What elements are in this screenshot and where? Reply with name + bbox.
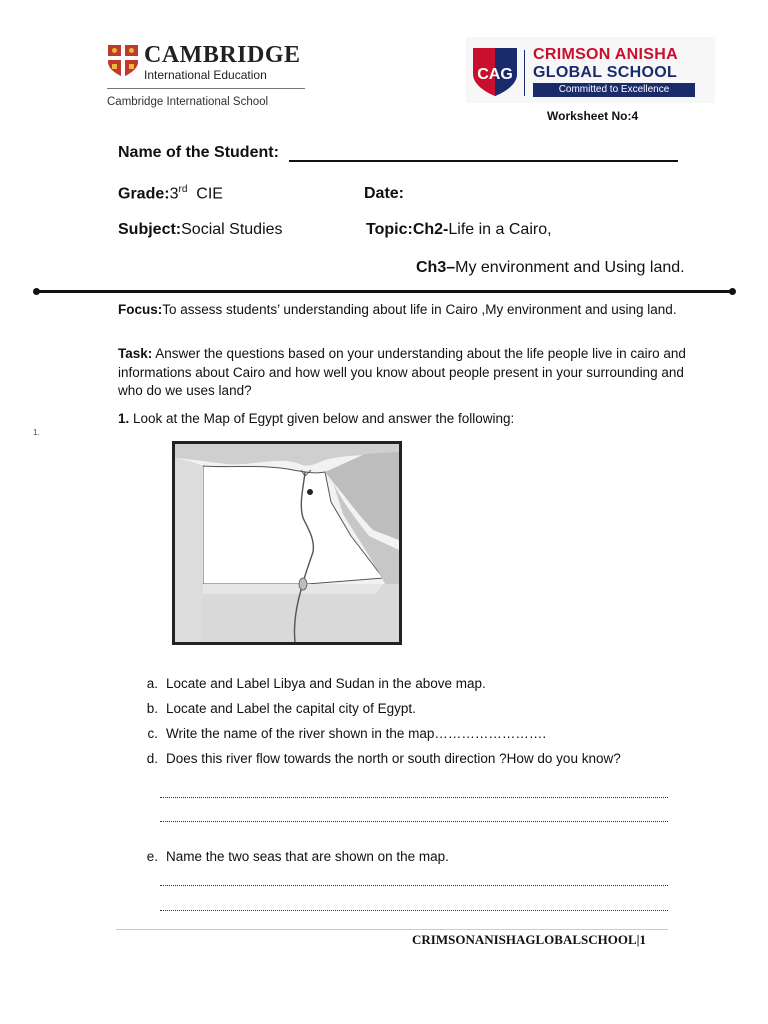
grade-field [118,184,223,203]
grade-label: Grade: [118,185,170,203]
question-item-e [136,849,449,864]
focus-text: To assess students’ understanding about life in Cairo ,My environment and using land. [162,302,677,317]
grade-value: 3 [169,185,179,203]
subject-field [118,221,283,239]
cambridge-title: CAMBRIDGE [144,42,301,68]
topic-label: Topic: [366,221,413,238]
item-letter: e. [146,849,158,864]
item-text: Write the name of the river shown in the map……………………. [166,726,547,741]
egypt-map [172,441,402,645]
question-text: Look at the Map of Egypt given below and answer the following: [129,411,515,426]
grade-suffix: CIE [196,185,223,203]
topic-field [366,221,552,239]
egypt-map-drawing [175,444,399,642]
task-label: Task: [118,346,153,361]
question-item-d [136,751,621,766]
crimson-name-line2: GLOBAL SCHOOL [533,64,678,81]
answer-line[interactable] [160,797,668,798]
item-letter: b. [146,701,158,716]
answer-line[interactable] [160,821,668,822]
question-1 [118,410,693,429]
topic-ch3-value: My environment and Using land. [455,259,685,276]
section-divider [36,290,733,293]
footer-divider [116,929,668,930]
crimson-shield-icon [471,46,519,98]
topic-ch2-value: Life in a Cairo, [448,221,552,238]
worksheet-number: Worksheet No:4 [547,109,639,123]
item-text: Name the two seas that are shown on the map. [166,849,449,864]
divider-left-dot [33,288,40,295]
task-text: Answer the questions based on your understanding about the life people live in cairo and informations about Cairo and how well you know about people present in your surrounding and who do we uses land? [118,346,686,398]
student-name-label: Name of the Student: [118,144,279,161]
answer-line[interactable] [160,910,668,911]
task-paragraph [118,345,693,401]
date-label: Date: [364,185,405,202]
item-text: Locate and Label the capital city of Egypt. [166,701,416,716]
question-item-b [136,701,416,716]
item-letter: c. [147,726,158,741]
crimson-name-line1: CRIMSON ANISHA [533,46,678,63]
item-letter: a. [146,676,158,691]
focus-paragraph [118,301,693,320]
question-item-a [136,676,486,691]
cairo-marker-icon [307,489,313,495]
topic-ch3-label: Ch3– [416,259,456,276]
topic-ch2-label: Ch2- [412,221,449,238]
focus-label: Focus: [118,302,163,317]
cambridge-school: Cambridge International School [107,96,269,108]
subject-value: Social Studies [181,221,283,238]
grade-superscript: rd [178,184,188,195]
cambridge-shield-icon [107,44,139,78]
margin-number: 1. [33,428,40,437]
answer-line[interactable] [160,885,668,886]
student-name-field[interactable] [289,160,678,162]
item-text: Locate and Label Libya and Sudan in the above map. [166,676,486,691]
crimson-tagline: Committed to Excellence [533,83,695,97]
question-item-c [136,726,546,741]
cambridge-subtitle: International Education [144,68,267,82]
divider-right-dot [729,288,736,295]
subject-label: Subject: [118,221,182,238]
crimson-divider [524,50,525,96]
topic-ch3 [416,259,685,277]
cambridge-divider [107,88,305,89]
question-number: 1. [118,411,130,426]
item-letter: d. [146,751,158,766]
page-footer: CRIMSONANISHAGLOBALSCHOOL|1 [412,932,647,947]
crimson-monogram: CAG [477,66,513,83]
item-text: Does this river flow towards the north or south direction ?How do you know? [166,751,621,766]
